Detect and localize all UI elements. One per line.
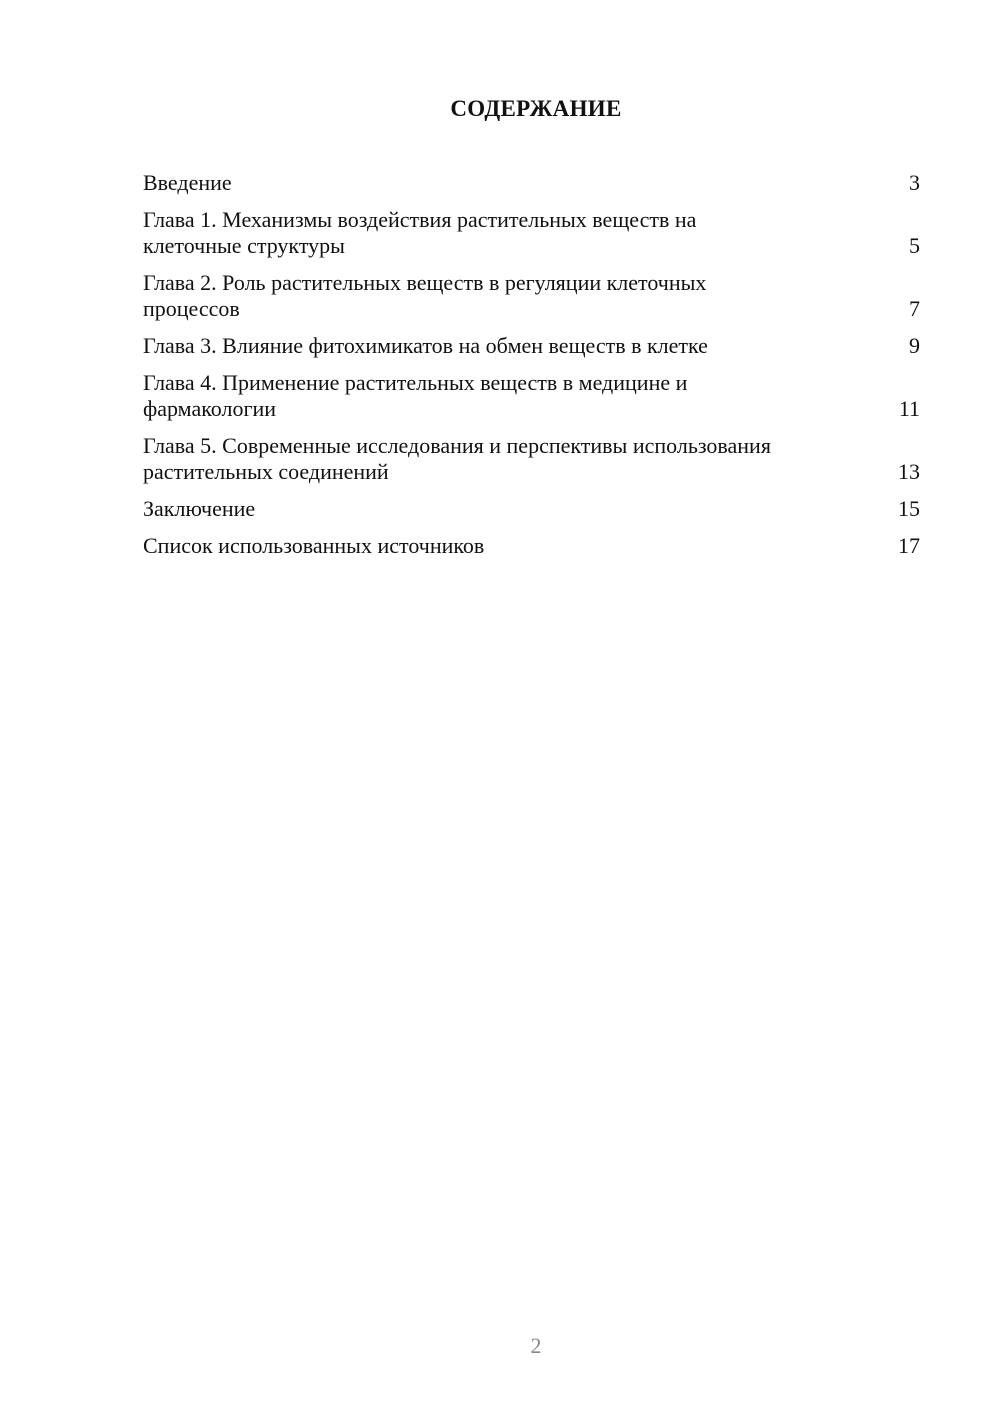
toc-entry-page: 7 (909, 296, 920, 321)
toc-entry-page: 17 (898, 533, 920, 558)
toc-entry-page: 9 (909, 333, 920, 358)
page-title: СОДЕРЖАНИЕ (450, 96, 622, 121)
toc-entry-title: Список использованных источников (143, 533, 485, 558)
toc-entry-page: 13 (898, 459, 920, 484)
toc-entry-references[interactable] (143, 533, 920, 559)
toc-entry-title: Глава 4. Применение растительных веществ в медицине и фармакологии (143, 370, 688, 421)
table-of-contents (143, 170, 920, 570)
toc-entry-page: 5 (909, 233, 920, 258)
toc-entry-conclusion[interactable] (143, 496, 920, 522)
toc-entry-title: Глава 1. Механизмы воздействия растительных веществ на клеточные структуры (143, 207, 697, 258)
toc-entry-page: 15 (898, 496, 920, 521)
toc-entry-chapter-1[interactable] (143, 207, 920, 259)
toc-entry-chapter-5[interactable] (143, 433, 920, 485)
toc-entry-title: Глава 2. Роль растительных веществ в регуляции клеточных процессов (143, 270, 707, 321)
page-number: 2 (530, 1333, 542, 1358)
toc-entry-page: 3 (909, 170, 920, 195)
toc-entry-title: Глава 3. Влияние фитохимикатов на обмен веществ в клетке (143, 333, 708, 358)
toc-entry-introduction[interactable] (143, 170, 920, 196)
toc-entry-chapter-3[interactable] (143, 333, 920, 359)
toc-entry-title: Глава 5. Современные исследования и перспективы использования растительных соединений (143, 433, 771, 484)
toc-entry-title: Введение (143, 170, 232, 195)
toc-entry-title: Заключение (143, 496, 256, 521)
toc-entry-chapter-2[interactable] (143, 270, 920, 322)
toc-entry-chapter-4[interactable] (143, 370, 920, 422)
toc-entry-page: 11 (898, 396, 920, 421)
